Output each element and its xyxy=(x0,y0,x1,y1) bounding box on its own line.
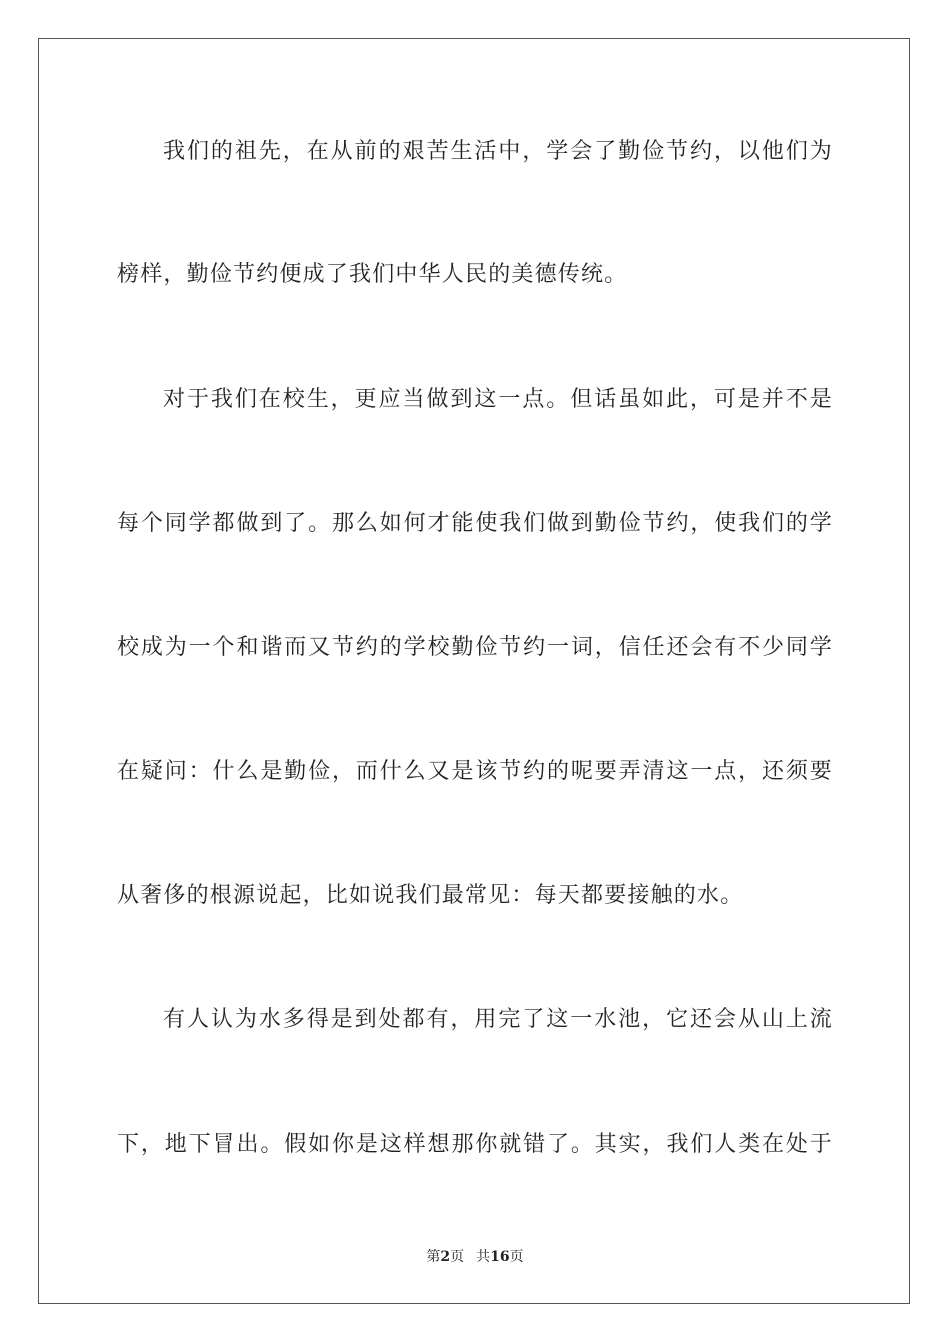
total-prefix: 共 xyxy=(476,1249,491,1265)
text-line: 每个同学都做到了。那么如何才能使我们做到勤俭节约，使我们的学 xyxy=(117,511,833,536)
text-line: 有人认为水多得是到处都有，用完了这一水池，它还会从山上流 xyxy=(163,1007,833,1032)
total-suffix: 页 xyxy=(509,1249,524,1265)
page-prefix: 第 xyxy=(426,1249,441,1265)
page-suffix: 页 xyxy=(450,1249,465,1265)
page-border xyxy=(38,38,910,1304)
text-line: 从奢侈的根源说起，比如说我们最常见：每天都要接触的水。 xyxy=(117,883,744,908)
text-line: 校成为一个和谐而又节约的学校勤俭节约一词，信任还会有不少同学 xyxy=(117,635,833,660)
total-pages: 16 xyxy=(490,1249,510,1265)
text-line: 对于我们在校生，更应当做到这一点。但话虽如此，可是并不是 xyxy=(163,387,833,412)
text-line: 我们的祖先，在从前的艰苦生活中，学会了勤俭节约，以他们为 xyxy=(163,139,833,164)
page-number: 2 xyxy=(440,1249,451,1265)
text-line: 在疑问：什么是勤俭，而什么又是该节约的呢要弄清这一点，还须要 xyxy=(117,759,833,784)
text-line: 榜样，勤俭节约便成了我们中华人民的美德传统。 xyxy=(117,262,628,287)
text-line: 下，地下冒出。假如你是这样想那你就错了。其实，我们人类在处于 xyxy=(117,1132,833,1157)
page-footer xyxy=(0,1248,950,1266)
